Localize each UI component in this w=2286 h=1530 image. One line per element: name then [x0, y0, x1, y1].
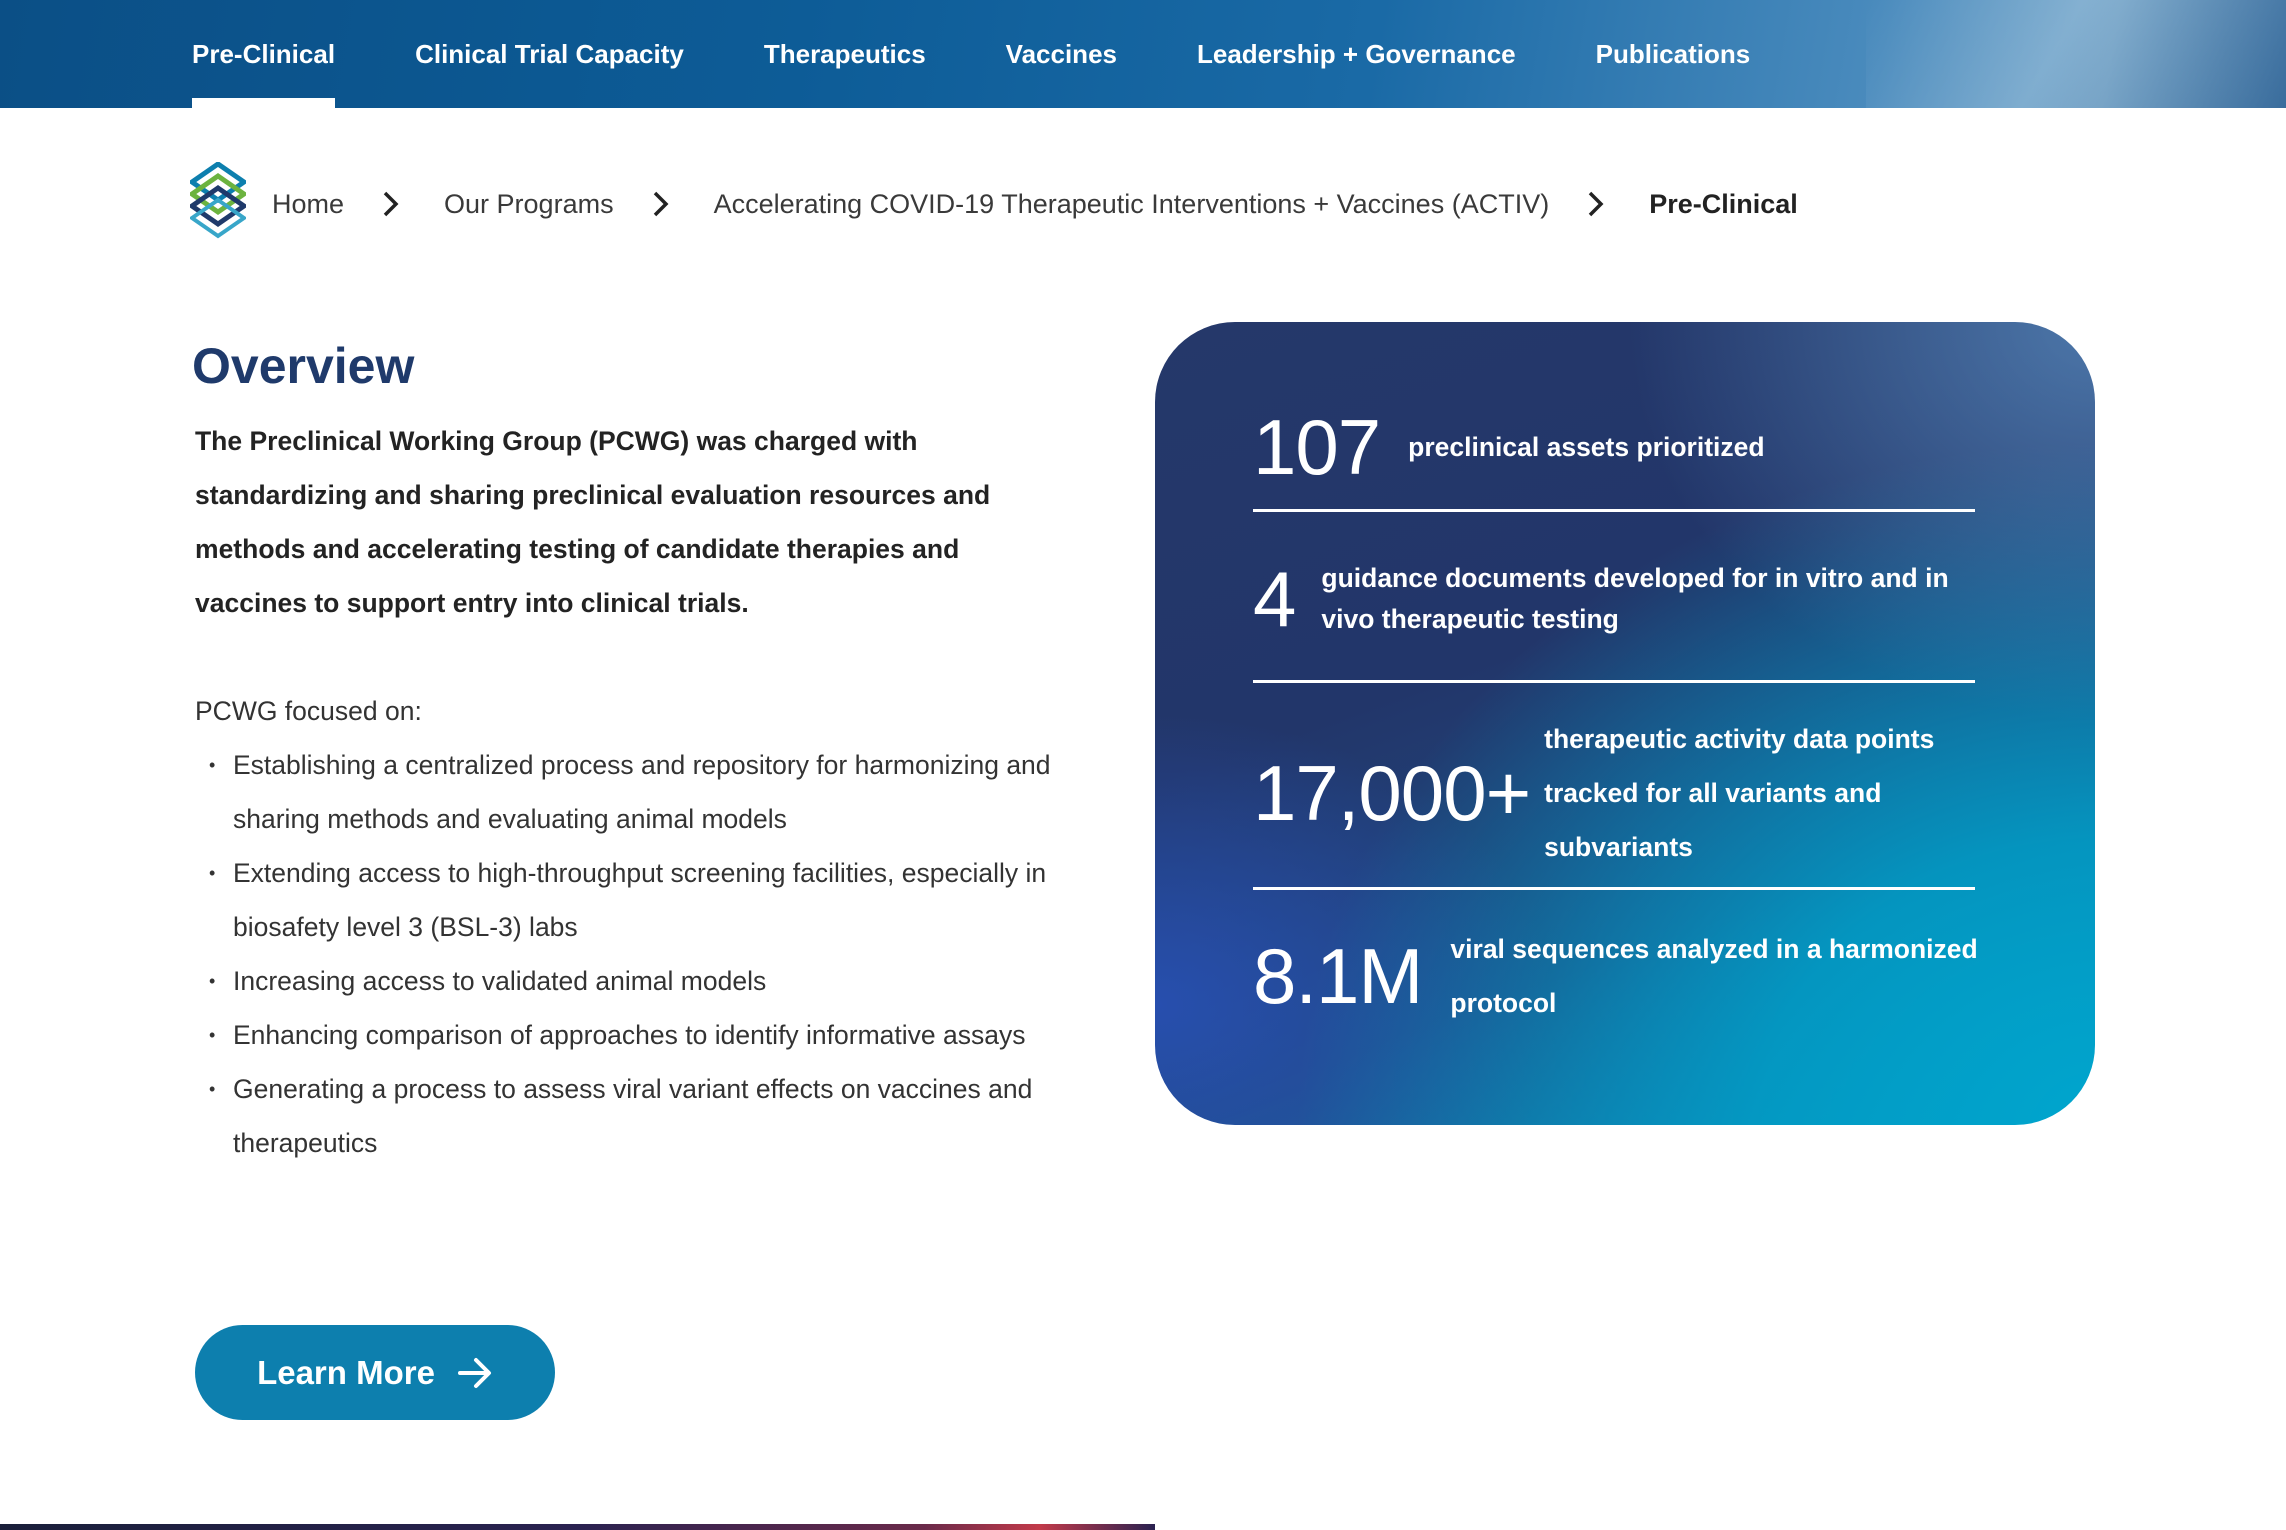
list-item: • Establishing a centralized process and repository for harmonizing and sharing methods and evaluating animal models — [195, 738, 1075, 846]
breadcrumb — [190, 162, 1798, 246]
nav-item-publications[interactable]: Publications — [1595, 38, 1751, 69]
footer-strip — [0, 1524, 1155, 1530]
nav-item-vaccines[interactable]: Vaccines — [1005, 38, 1117, 69]
list-item: • Enhancing comparison of approaches to identify informative assays — [195, 1008, 1075, 1062]
stat-divider — [1253, 887, 1975, 890]
stat-assets — [1253, 403, 1973, 491]
chevron-right-icon — [1587, 190, 1605, 218]
chevron-right-icon — [652, 190, 670, 218]
breadcrumb-activ[interactable]: Accelerating COVID-19 Therapeutic Interventions + Vaccines (ACTIV) — [713, 188, 1550, 219]
nav-item-leadership-governance[interactable]: Leadership + Governance — [1196, 38, 1516, 69]
stat-guidance — [1253, 555, 1973, 643]
focus-list — [195, 738, 1075, 1170]
chevron-right-icon — [382, 190, 400, 218]
focused-label: PCWG focused on: — [195, 696, 422, 726]
overview-section — [192, 336, 1072, 1170]
stat-description: preclinical assets prioritized — [1408, 432, 1765, 462]
stat-divider — [1253, 680, 1975, 683]
stat-description: viral sequences analyzed in a harmonized protocol — [1450, 934, 1978, 1018]
learn-more-button[interactable] — [195, 1325, 555, 1420]
list-item: • Increasing access to validated animal models — [195, 954, 1075, 1008]
arrow-right-icon — [457, 1355, 493, 1391]
list-item: • Generating a process to assess viral variant effects on vaccines and therapeutics — [195, 1062, 1075, 1170]
stat-divider — [1253, 509, 1975, 512]
stat-description: therapeutic activity data points tracked for all variants and subvariants — [1544, 724, 1935, 862]
stat-sequences — [1253, 922, 2053, 1030]
site-logo-icon[interactable] — [190, 162, 246, 246]
overview-lead-paragraph: The Preclinical Working Group (PCWG) was charged with standardizing and sharing preclinical evaluation resources and methods and accelerating testing of candidate therapies and vaccines to support entry into clinical trials. — [195, 426, 991, 618]
breadcrumb-our-programs[interactable]: Our Programs — [444, 188, 614, 219]
top-navigation — [0, 0, 2286, 108]
nav-list — [192, 0, 1830, 108]
breadcrumb-home[interactable]: Home — [272, 188, 345, 219]
stat-value: 4 — [1253, 555, 1296, 643]
stat-value: 8.1M — [1253, 932, 1423, 1020]
stat-data-points — [1253, 712, 1973, 874]
nav-item-therapeutics[interactable]: Therapeutics — [763, 38, 926, 69]
nav-item-pre-clinical[interactable]: Pre-Clinical — [192, 0, 335, 108]
nav-item-clinical-trial-capacity[interactable]: Clinical Trial Capacity — [415, 38, 684, 69]
stat-value: 107 — [1253, 403, 1381, 491]
breadcrumb-current: Pre-Clinical — [1649, 188, 1798, 219]
overview-title: Overview — [192, 338, 415, 394]
stat-description: guidance documents developed for in vitro and in vivo therapeutic testing — [1321, 563, 1949, 634]
learn-more-label: Learn More — [257, 1353, 435, 1391]
list-item: • Extending access to high-throughput screening facilities, especially in biosafety level 3 (BSL-3) labs — [195, 846, 1075, 954]
stats-card — [1155, 322, 2095, 1125]
stat-value: 17,000+ — [1253, 749, 1531, 837]
